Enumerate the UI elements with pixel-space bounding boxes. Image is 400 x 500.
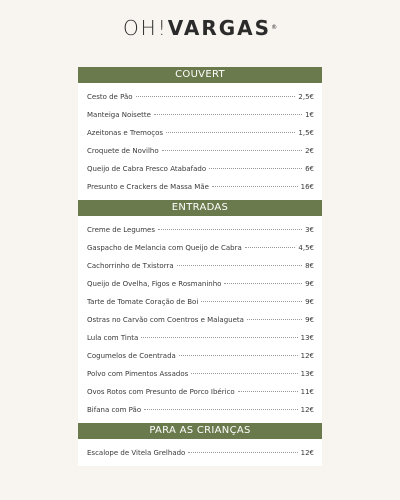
menu-list [78,67,322,466]
dotted-leader [191,373,297,374]
dotted-leader [188,452,297,453]
menu-item-name: Tarte de Tomate Coração de Boi [87,298,199,306]
menu-item-name: Ostras no Carvão com Coentros e Malagueta [87,316,244,324]
dotted-leader [224,283,302,284]
section-items [78,439,322,466]
menu-item [78,365,322,383]
menu-section [78,423,322,466]
dotted-leader [212,186,298,187]
menu-item [78,124,322,142]
menu-item-price: 12€ [300,406,314,414]
menu-item [78,178,322,196]
menu-item [78,160,322,178]
section-title: COUVERT [78,67,322,83]
menu-item-price: 4,5€ [298,244,314,252]
logo-brand: VARGAS [167,16,272,40]
dotted-leader [141,337,297,338]
menu-item [78,347,322,365]
menu-item-price: 13€ [300,370,314,378]
menu-item-name: Queijo de Cabra Fresco Atabafado [87,165,207,173]
logo-prefix: OH! [122,16,168,40]
menu-item-price: 1€ [305,111,314,119]
menu-item-name: Azeitonas e Tremoços [87,129,164,137]
menu-item-price: 9€ [305,280,314,288]
menu-item-name: Presunto e Crackers de Massa Mãe [87,183,209,191]
menu-item-price: 6€ [305,165,314,173]
menu-item-price: 12€ [300,352,314,360]
section-items [78,83,322,200]
menu-item-name: Polvo com Pimentos Assados [87,370,189,378]
menu-item [78,275,322,293]
menu-item-name: Manteiga Noisette [87,111,151,119]
menu-section [78,200,322,423]
menu-item-name: Escalope de Vitela Grelhado [87,449,186,457]
menu-item-price: 3€ [305,226,314,234]
menu-item-name: Croquete de Novilho [87,147,159,155]
menu-item-name: Cogumelos de Coentrada [87,352,176,360]
menu-item-price: 2,5€ [298,93,314,101]
menu-item-price: 1,5€ [298,129,314,137]
dotted-leader [162,150,302,151]
dotted-leader [201,301,302,302]
menu-item-price: 11€ [300,388,314,396]
menu-item-name: Gaspacho de Melancia com Queijo de Cabra [87,244,242,252]
section-items [78,216,322,423]
menu-item [78,239,322,257]
logo-registered-mark: ® [271,24,278,31]
menu-item-name: Cesto de Pão [87,93,133,101]
menu-item-name: Queijo de Ovelha, Figos e Rosmaninho [87,280,222,288]
section-title: ENTRADAS [78,200,322,216]
menu-item-name: Lula com Tinta [87,334,139,342]
dotted-leader [154,114,302,115]
menu-item [78,329,322,347]
menu-item-name: Creme de Legumes [87,226,155,234]
menu-item-price: 16€ [300,183,314,191]
menu-item-price: 9€ [305,298,314,306]
dotted-leader [209,168,302,169]
dotted-leader [238,391,298,392]
dotted-leader [158,229,302,230]
menu-item-price: 9€ [305,316,314,324]
menu-item [78,383,322,401]
menu-item [78,88,322,106]
restaurant-logo [0,17,400,39]
menu-item-name: Bifana com Pão [87,406,142,414]
menu-item-price: 12€ [300,449,314,457]
dotted-leader [245,247,296,248]
menu-item-name: Cachorrinho de Txistorra [87,262,174,270]
menu-item [78,444,322,462]
menu-item-price: 13€ [300,334,314,342]
dotted-leader [136,96,296,97]
menu-item-price: 2€ [305,147,314,155]
menu-item [78,293,322,311]
menu-item-name: Ovos Rotos com Presunto de Porco Ibérico [87,388,235,396]
dotted-leader [179,355,298,356]
dotted-leader [166,132,295,133]
menu-item [78,401,322,419]
menu-item-price: 8€ [305,262,314,270]
dotted-leader [177,265,302,266]
menu-section [78,67,322,200]
menu-item [78,106,322,124]
menu-item [78,221,322,239]
menu-item [78,311,322,329]
section-title: PARA AS CRIANÇAS [78,423,322,439]
menu-item [78,257,322,275]
dotted-leader [144,409,298,410]
dotted-leader [247,319,302,320]
menu-item [78,142,322,160]
